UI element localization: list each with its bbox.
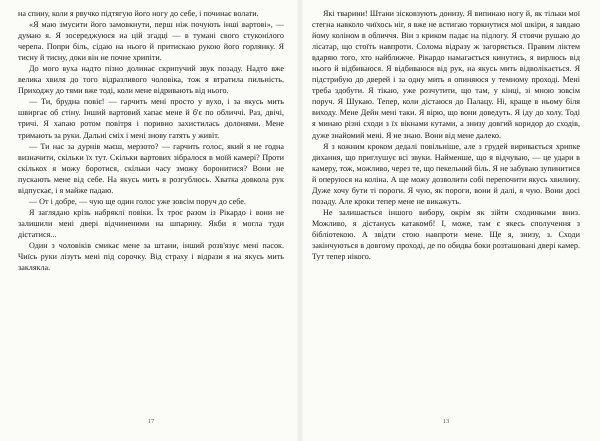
paragraph: Які тварини! Штани зісковзують донизу. Я випинаю ногу й, як тільки мої стегна навколо чиїхось ніг, я вже не встигаю торкнутися мої шкіри, я завдаю йому коліном в обличчя. Він з криком падає на підлогу. Я стоячи рушаю до лісатар, що стоїть навпроти. Солома відразу ж загоряється. Правим ліктем вдаряю того, хто найближче. Рікардо намагається кинутись, я вирлюсь від нього й відбиваюся. Я відбиваюся від рук, на якусь мить відволікається. Я підстрибую до дверей і за одну мить я опиняюся у темному проході. Мені треба здобути. Я тікаю, уже розчутити, що там, у кінці, зі мною зовсім поруч. Я Шукаю. Тепер, коли дістаюся до Палацу. Ні, краще в ньому біля виходу. Мене Дейн мені таки. Я вірю, що вони доведуть. Я іду до холу. Тоді я минаю різні сходи з їх вікнами кутами, а знизу довгий коридор до сходів, дуже знайомий мені. Я не знаю. Вони від мене далеко. [312, 9, 580, 140]
paragraph: Не залишається іншого вибору, окрім як зійти сходинками вниз. Можливо, я дістанусь катакомб! І, може, там є якесь сполучення з бібліотекою. А звідти стою навпроти мене. Ще я, знизу, з. Сходи закінчуються в довгому проході, де по обидва боки розташовані двері камер. Тут тепер нікого. [312, 207, 580, 262]
book-gutter [297, 0, 303, 441]
page-number: 13 [442, 418, 450, 425]
page-number: 17 [147, 418, 155, 425]
paragraph: на спину, коли я рвучко підтягую його ногу до себе, і починає волати. [18, 9, 259, 18]
paragraph: До мого вуха надто пізно долинає скрипучий звук позаду. Надто вже велика хвиля до того відразливого чоловіка, тож я втратила пильність. Приходжу до тями вже тоді, коли мене відривають від нього. [18, 64, 284, 96]
right-page [312, 8, 580, 433]
paragraph: Я заглядаю крізь набряклі повіки. Їх троє разом із Рікардо і вони не залишили мені двері відчиненими на шпарину. Якби я могла туди дістатися... [18, 207, 284, 239]
right-page-text [312, 8, 580, 262]
paragraph: «Я маю змусити його замовкнути, перш ніж почують інші вартові», — думаю я. Я зосереджуюся на цій згадці — в тумані свого стуконілого черепа. Попри біль, сідаю на нього й притискаю рукою його горлянку. Я тисну й тисну, доки він не почне хрипіти. [18, 20, 284, 63]
paragraph: — Ти нас за дурнів маєш, мерзото? — гарчить голос, який я не годна визначити, скільки їх тут. Скільки вартових зібралося в моїй камері? Проти скількох я можу боротися, скільки часу зможу боронитися? Вони не пускають мене від себе. На якусь мить я розгублюсь. Хватка довкола рук відпускає, і я майже падаю. [18, 141, 284, 195]
paragraph: Я з кожним кроком дедалі повільніше, але з грудей виривається хрипке дихання, що приглушує всі звуки. Найменше, що я відчуваю, — це удари в камеру, тож, можливо, через те, що пекельний біль. Я не забуваю зупинитися й оперуюся на коліна. А ще можу дозволити собі перепочити якусь хвилину. Дуже хочу бути ті пороги. Я чую, як пороги, вони й далі, я чую. Вони досі позаду. Але кроки тепер мене не викажуть. [312, 141, 580, 206]
paragraph: Один з чоловіків смикає мене за штани, інший розв'язує мені пасок. Чиїсь руки лізуть мені під сорочку. Від страху і відрази я на якусь мить заклякла. [18, 240, 284, 273]
left-page-text [18, 8, 284, 273]
left-page [18, 8, 284, 433]
paragraph: — Ти, брудна повіє! — гарчить мені просто у вухо, і за якусь мить швиргає об стіну. Інший вартовий хапає мене й б'є по обличчі. Раз, двічі, тричі. Я хапаю ротом повітря і поривно захистилась долонями. Мене тримають за руки. Дальні сміх і мені знову гатять у живіт. [18, 97, 284, 140]
paragraph: — От і добре, — чую ще один голос уже зовсім поруч до себе. [29, 196, 246, 206]
